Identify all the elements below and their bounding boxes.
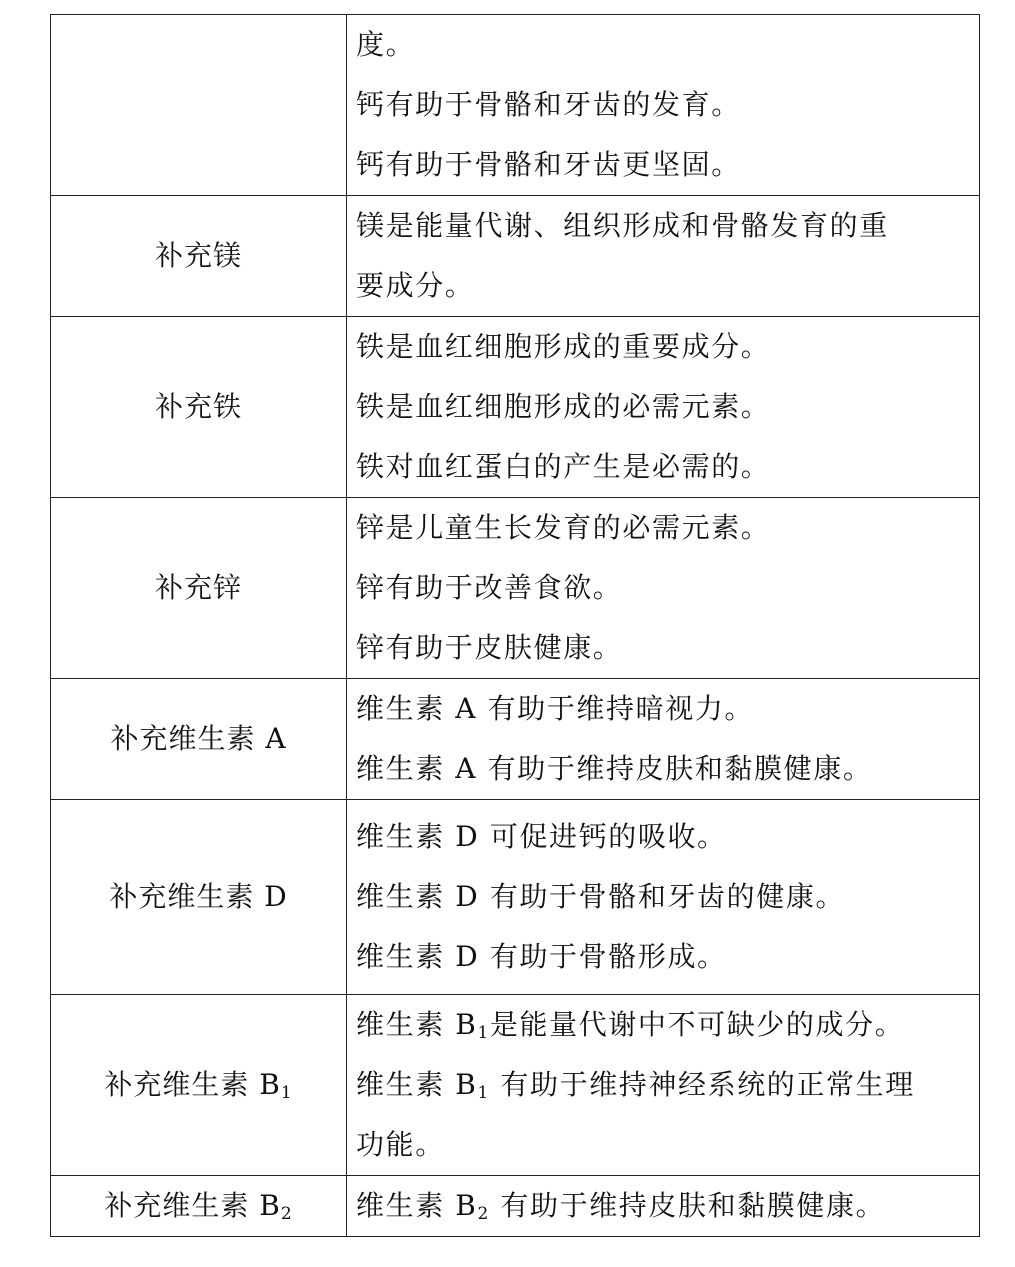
nutrient-cell (51, 995, 347, 1176)
claim-text: 铁是血红细胞形成的重要成分。 (356, 330, 771, 363)
table-row (51, 317, 980, 498)
claim-text: 维生素 A 有助于维持皮肤和黏膜健康。 (356, 752, 873, 785)
claims-cell (347, 196, 980, 317)
subscript: 1 (280, 1083, 293, 1103)
claim-text: 度。 (356, 28, 416, 61)
table-row (51, 498, 980, 679)
claim-text: 维生素 D 可促进钙的吸收。 (356, 820, 727, 853)
claim-text: 要成分。 (356, 269, 475, 302)
nutrient-cell: 补充锌 (51, 498, 347, 679)
claims-cell (347, 800, 980, 995)
claims-cell (347, 15, 980, 196)
nutrient-cell: 补充维生素 D (51, 800, 347, 995)
claim-text: 维生素 A 有助于维持暗视力。 (356, 692, 755, 725)
nutrient-cell: 补充镁 (51, 196, 347, 317)
claim-text: 锌有助于改善食欲。 (356, 571, 623, 604)
nutrient-cell (51, 1176, 347, 1237)
health-claims-table (50, 14, 980, 1237)
nutrient-name: 补充维生素 B (104, 1189, 281, 1222)
claim-text: 钙有助于骨骼和牙齿更坚固。 (356, 148, 741, 181)
claim-text: 钙有助于骨骼和牙齿的发育。 (356, 88, 741, 121)
claim-text: 维生素 $B_2$ 有助于维持皮肤和黏膜健康。 (356, 1189, 886, 1224)
table-row (51, 995, 980, 1176)
claim-text: 维生素 $B_1$是能量代谢中不可缺少的成分。 (356, 1008, 905, 1043)
nutrient-cell: 补充铁 (51, 317, 347, 498)
claim-text: 铁是血红细胞形成的必需元素。 (356, 390, 771, 423)
table-row (51, 800, 980, 995)
nutrient-name: 补充维生素 B (104, 1068, 281, 1101)
table-row (51, 196, 980, 317)
claim-text: 铁对血红蛋白的产生是必需的。 (356, 450, 771, 483)
subscript: 2 (280, 1204, 293, 1224)
claims-cell (347, 995, 980, 1176)
claims-cell (347, 317, 980, 498)
claim-text: 功能。 (356, 1128, 445, 1161)
claim-text: 镁是能量代谢、组织形成和骨骼发育的重 (356, 209, 889, 242)
nutrient-cell: 补充维生素 A (51, 679, 347, 800)
claims-cell (347, 498, 980, 679)
claims-cell (347, 1176, 980, 1237)
claim-text: 锌是儿童生长发育的必需元素。 (356, 511, 771, 544)
claims-cell (347, 679, 980, 800)
claim-text: 维生素 D 有助于骨骼形成。 (356, 940, 727, 973)
table-row (51, 679, 980, 800)
claim-text: 维生素 D 有助于骨骼和牙齿的健康。 (356, 880, 846, 913)
nutrient-cell (51, 15, 347, 196)
claim-text: 维生素 $B_1$ 有助于维持神经系统的正常生理 (356, 1068, 915, 1103)
claim-text: 锌有助于皮肤健康。 (356, 631, 623, 664)
table-row (51, 15, 980, 196)
table-row (51, 1176, 980, 1237)
